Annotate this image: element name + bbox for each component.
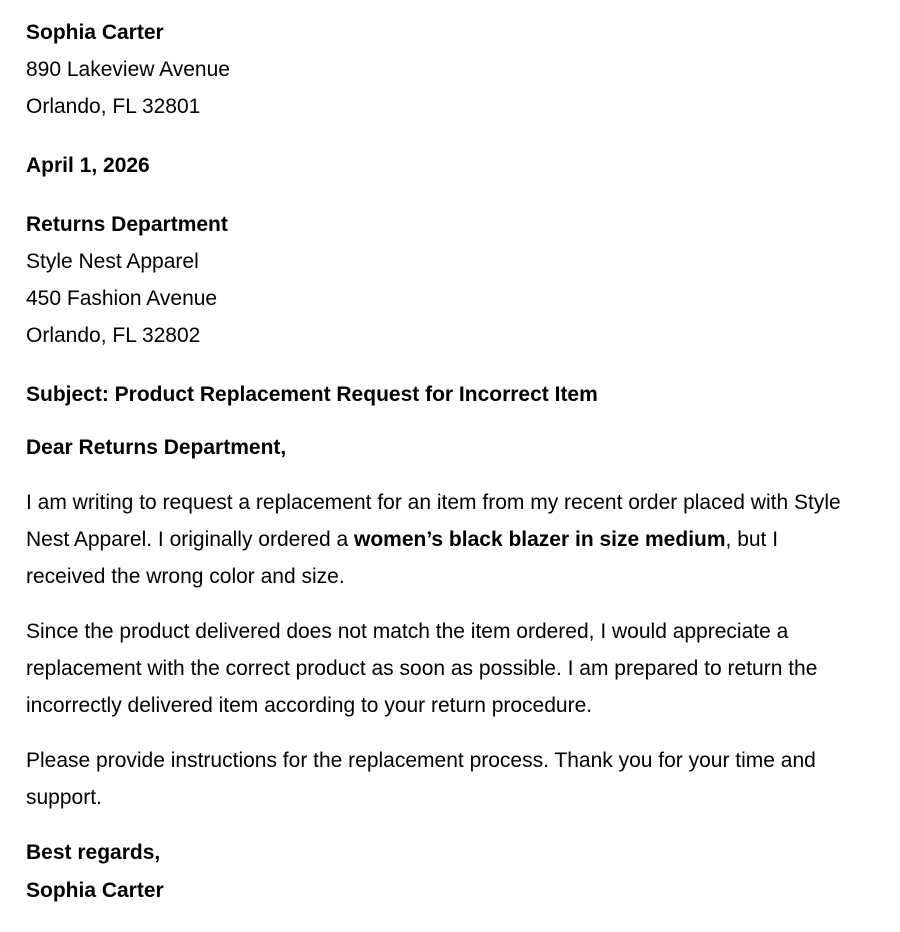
recipient-city-state-zip: Orlando, FL 32802 <box>26 324 201 347</box>
closing-block <box>26 834 862 910</box>
subject-line: Subject: Product Replacement Request for Incorrect Item <box>26 383 598 406</box>
ordered-item-emphasis: women’s black blazer in size medium <box>354 528 726 551</box>
sender-city-state-zip: Orlando, FL 32801 <box>26 95 201 118</box>
sender-address-block <box>26 14 862 125</box>
paragraph-1-lead: I am writing to request a replacement for an item from my recent order placed with Style Nest Apparel. I originally ordered a <box>26 491 841 551</box>
sender-name: Sophia Carter <box>26 21 164 44</box>
signature-name: Sophia Carter <box>26 879 164 902</box>
paragraph-1-tail: , but I received the wrong color and size. <box>26 528 779 588</box>
body-paragraph-2: Since the product delivered does not match the item ordered, I would appreciate a replacement with the correct product as soon as possible. I am prepared to return the incorrectly delivered item according to your return procedure. <box>26 620 818 717</box>
recipient-department: Returns Department <box>26 213 228 236</box>
recipient-address-block <box>26 206 862 354</box>
recipient-street: 450 Fashion Avenue <box>26 287 218 310</box>
salutation: Dear Returns Department, <box>26 436 287 459</box>
recipient-company: Style Nest Apparel <box>26 250 199 273</box>
sender-street: 890 Lakeview Avenue <box>26 58 230 81</box>
body-paragraph-1 <box>26 484 862 595</box>
body-paragraph-3: Please provide instructions for the replacement process. Thank you for your time and support. <box>26 749 816 809</box>
letter-body <box>26 14 862 910</box>
letter-date: April 1, 2026 <box>26 154 150 177</box>
sign-off: Best regards, <box>26 841 161 864</box>
